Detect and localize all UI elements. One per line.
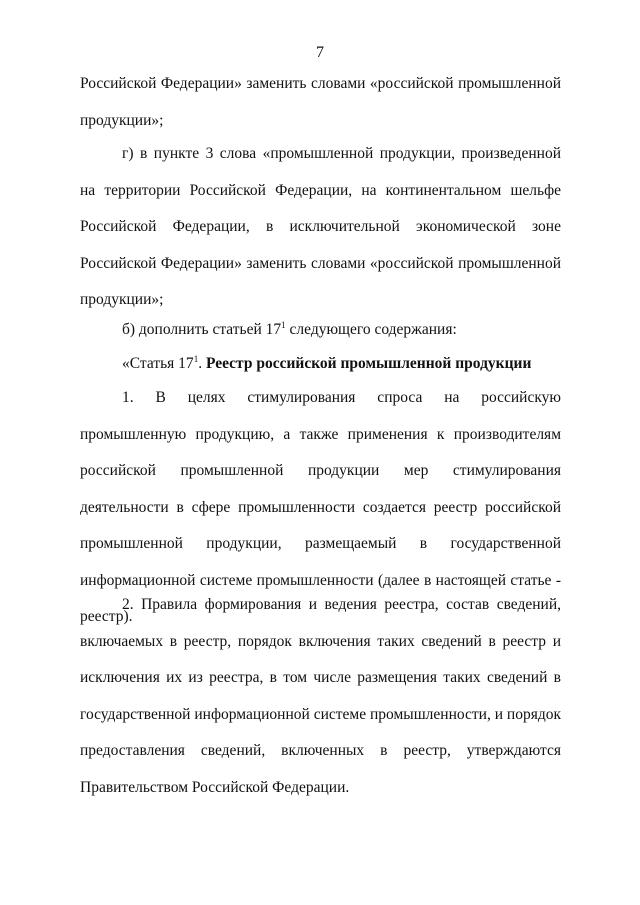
paragraph-text [80, 312, 561, 349]
article-heading-dot: . [198, 355, 206, 372]
paragraph-b-suffix: следующего содержания: [285, 321, 457, 338]
paragraph-text: г) в пункте 3 слова «промышленной продукции, произведенной на территории Российской Федерации, на континентальном шельфе Российской Федерации, в исключительной экономической зоне Российской Федерации» заменить словами «российской промышленной продукции»; [80, 145, 561, 308]
paragraph-continuation [80, 66, 561, 139]
paragraph-b-prefix: б) дополнить статьей 17 [122, 321, 282, 338]
paragraph-b [80, 312, 561, 349]
paragraph-g [80, 136, 561, 319]
superscript: 1 [281, 319, 286, 330]
paragraph-text: Российской Федерации» заменить словами «российской промышленной продукции»; [80, 75, 561, 129]
article-heading-prefix: «Статья 17 [122, 355, 194, 372]
paragraph-text: 2. Правила формирования и ведения реестра, состав сведений, включаемых в реестр, порядок включения таких сведений в реестр и исключения их из реестра, в том числе размещения таких сведений в государственной информационной системе промышленности, и порядок предоставления сведений, включенных в реестр, утверждаются Правительством Российской Федерации. [80, 596, 561, 796]
superscript: 1 [193, 353, 199, 364]
article-heading [80, 346, 561, 383]
paragraph-text: 1. В целях стимулирования спроса на российскую промышленную продукцию, а также применения к производителям российской промышленной продукции мер стимулирования деятельности в сфере промышленности создается реестр российской промышленной продукции, размещаемый в государственной информационной системе промышленности (далее в настоящей статье - реестр). [80, 389, 561, 625]
page-number: 7 [316, 44, 324, 61]
article-paragraph-2 [80, 587, 561, 806]
article-title: Реестр российской промышленной продукции [205, 355, 532, 372]
article-heading-text [80, 346, 561, 383]
